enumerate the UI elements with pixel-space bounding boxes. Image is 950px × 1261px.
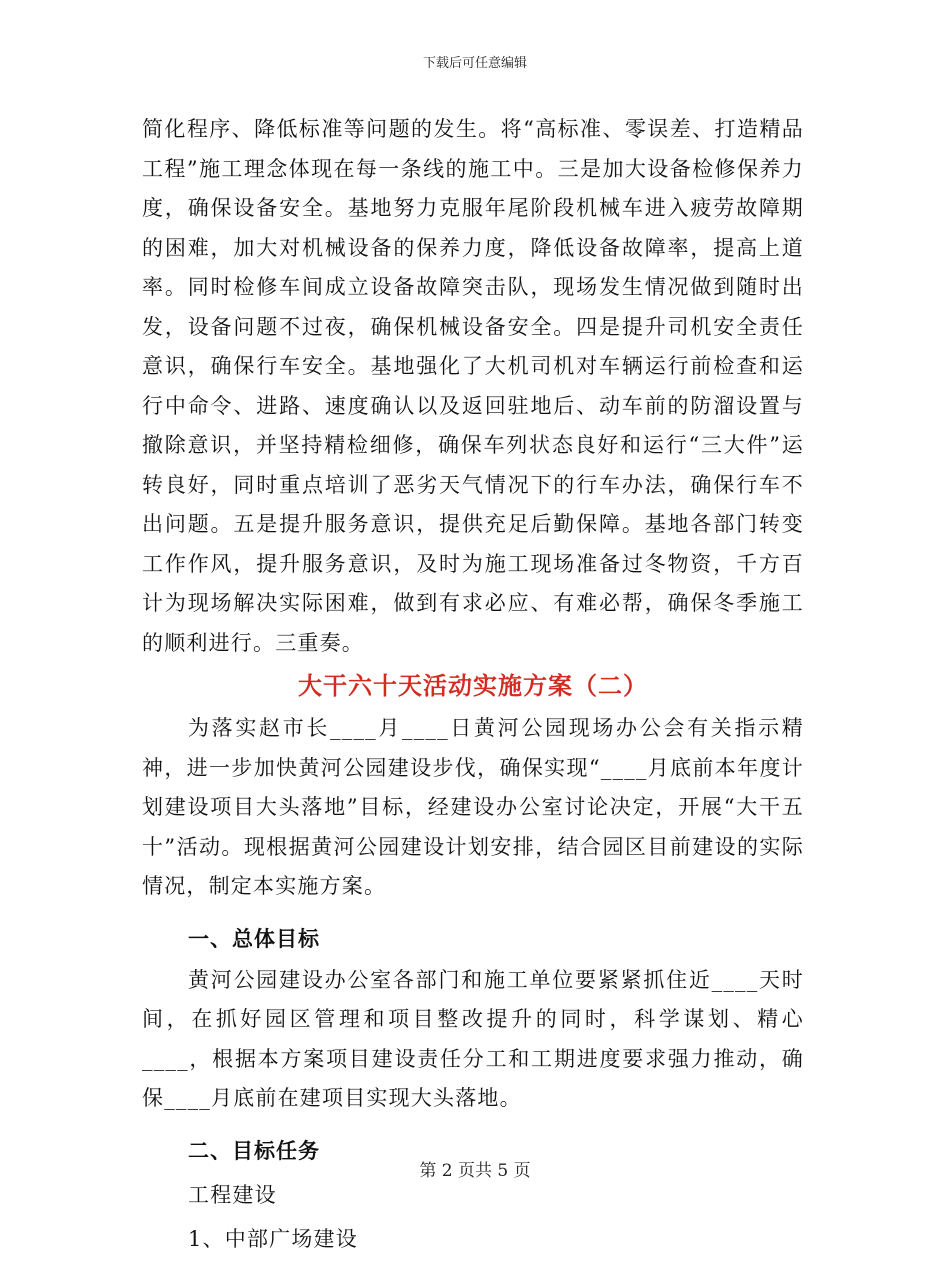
intro-paragraph: 为落实赵市长____月____日黄河公园现场办公会有关指示精神，进一步加快黄河公园建设步伐，确保实现“____月底前本年度计划建设项目大头落地”目标，经建设办公室讨论决定，开展“大干五十”活动。现根据黄河公园建设计划安排，结合园区目前建设的实际情况，制定本实施方案。 [142, 716, 804, 898]
page-header: 下载后可任意编辑 [422, 56, 527, 71]
section-heading-overall-goal: 一、总体目标 [188, 925, 320, 951]
list-item-central-plaza: 1、中部广场建设 [188, 1226, 358, 1251]
section-heading-target-tasks: 二、目标任务 [188, 1137, 320, 1163]
page-number: 第 2 页共 5 页 [419, 1161, 531, 1181]
continuation-paragraph: 简化程序、降低标准等问题的发生。将“高标准、零误差、打造精品工程”施工理念体现在每一条线的施工中。三是加大设备检修保养力度，确保设备安全。基地努力克服年尾阶段机械车进入疲劳故障期的困难，加大对机械设备的保养力度，降低设备故障率，提高上道率。同时检修车间成立设备故障突击队，现场发生情况做到随时出发，设备问题不过夜，确保机械设备安全。四是提升司机安全责任意识，确保行车安全。基地强化了大机司机对车辆运行前检查和运行中命令、进路、速度确认以及返回驻地后、动车前的防溜设置与撤除意识，并坚持精检细修，确保车列状态良好和运行“三大件”运转良好，同时重点培训了恶劣天气情况下的行车办法，确保行车不出问题。五是提升服务意识，提供充足后勤保障。基地各部门转变工作作风，提升服务意识，及时为施工现场准备过冬物资，千方百计为现场解决实际困难，做到有求必应、有难必帮，确保冬季施工的顺利进行。三重奏。 [142, 117, 804, 655]
overall-goal-paragraph: 黄河公园建设办公室各部门和施工单位要紧紧抓住近____天时间，在抓好园区管理和项目整改提升的同时，科学谋划、精心____，根据本方案项目建设责任分工和工期进度要求强力推动，确保____月底前在建项目实现大头落地。 [142, 967, 804, 1110]
document-title: 大干六十天活动实施方案（二） [298, 671, 648, 700]
document-body [142, 110, 804, 1261]
subsection-label-engineering: 工程建设 [188, 1182, 277, 1207]
